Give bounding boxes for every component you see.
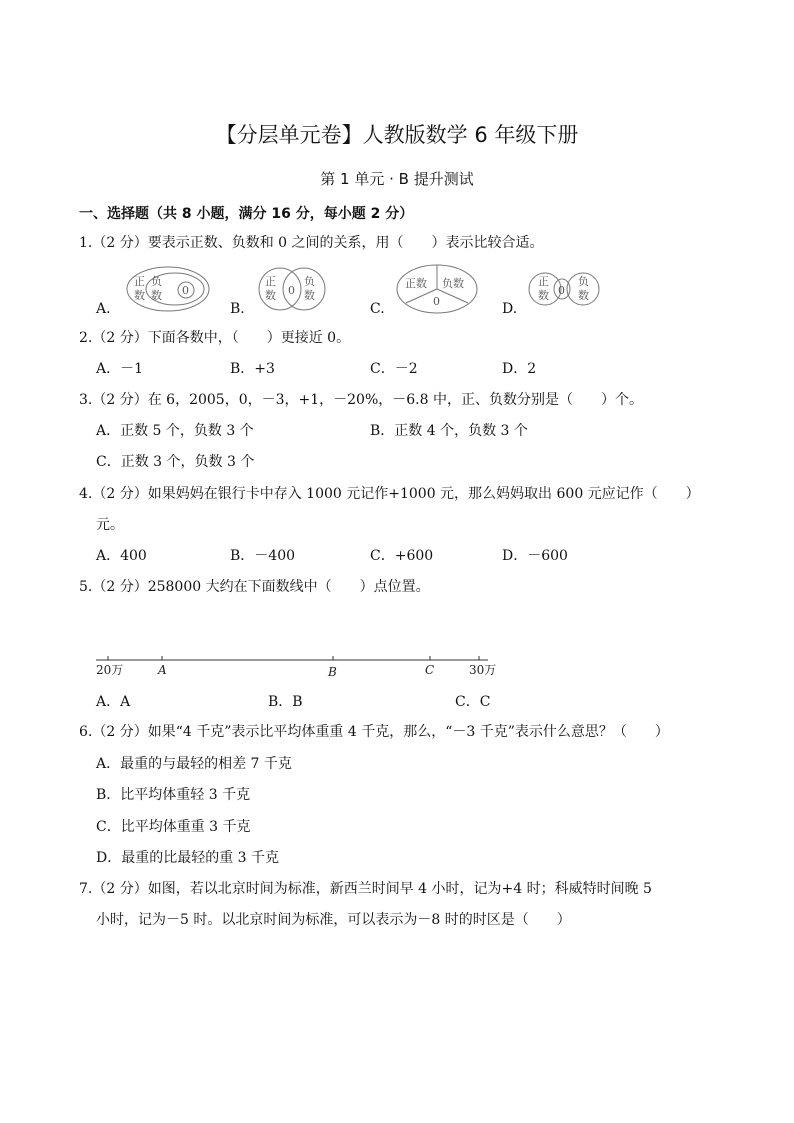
diagram-b-zero: 0	[288, 284, 295, 297]
q6-option-a: A．最重的与最轻的相差 7 千克	[96, 756, 292, 772]
diagram-d-zheng: 正	[538, 275, 549, 288]
question-2-stem: 2.（2 分）下面各数中，（ ）更接近 0。	[79, 330, 351, 346]
question-3-stem: 3.（2 分）在 6，2005，0，－3，+1，－20%，－6.8 中，正、负数分别是（ ）个。	[79, 392, 643, 408]
diagram-b-zheng: 正	[265, 275, 276, 288]
diagram-c-zhengshu: 正数	[405, 277, 427, 290]
diagram-b-fu: 负	[304, 275, 315, 288]
q6-option-b: B．比平均体重轻 3 千克	[96, 787, 251, 803]
diagram-b-shu: 数	[265, 289, 276, 302]
section-heading: 一、选择题（共 8 小题，满分 16 分，每小题 2 分）	[79, 206, 414, 222]
q5-option-c: C．C	[455, 694, 491, 710]
q5-option-a: A．A	[96, 694, 131, 710]
question-7-stem-line1: 7.（2 分）如图，若以北京时间为标准，新西兰时间早 4 小时，记为+4 时；科威特时间晚 5	[79, 881, 652, 897]
q2-option-d: D．2	[502, 361, 537, 377]
q5-option-b: B．B	[268, 694, 303, 710]
question-4-stem-line1: 4.（2 分）如果妈妈在银行卡中存入 1000 元记作+1000 元，那么妈妈取出 600 元应记作（ ）	[79, 486, 700, 502]
question-7-stem-line2: 小时，记为－5 时。以北京时间为标准，可以表示为－8 时的时区是（ ）	[96, 912, 571, 928]
diagram-c-zero: 0	[433, 295, 440, 308]
question-5-stem: 5.（2 分）258000 大约在下面数线中（ ）点位置。	[79, 579, 430, 595]
label-20wan: 20万	[96, 663, 124, 677]
diagram-a-zero: 0	[182, 284, 189, 297]
diagram-c-divider-right	[437, 289, 468, 303]
diagram-d-shu2: 数	[578, 289, 589, 302]
q4-option-d: D．－600	[502, 548, 568, 564]
question-1-stem: 1.（2 分）要表示正数、负数和 0 之间的关系，用（ ）表示比较合适。	[79, 235, 544, 251]
q1-option-a-label: A.	[96, 301, 111, 317]
diagram-d-shu: 数	[538, 289, 549, 302]
page-title: 【分层单元卷】人教版数学 6 年级下册	[215, 123, 579, 147]
question-4-stem-line2: 元。	[96, 517, 124, 533]
label-point-c: C	[425, 663, 435, 677]
q1-diagrams	[0, 0, 794, 330]
label-30wan: 30万	[469, 663, 497, 677]
q1-option-d-label: D.	[502, 301, 518, 317]
q5-number-line	[0, 640, 794, 690]
q4-option-c: C．+600	[370, 548, 434, 564]
diagram-d-fu: 负	[578, 275, 589, 288]
q3-option-a: A．正数 5 个，负数 3 个	[96, 423, 254, 439]
diagram-d-zero: 0	[558, 284, 565, 297]
page-subtitle: 第 1 单元 · B 提升测试	[320, 170, 474, 188]
diagram-a-fu: 负	[151, 275, 162, 288]
diagram-b-shu2: 数	[304, 289, 315, 302]
q1-option-c-label: C.	[370, 301, 385, 317]
q6-option-d: D．最重的比最轻的重 3 千克	[96, 850, 280, 866]
label-point-a: A	[158, 663, 167, 677]
q4-option-b: B．－400	[230, 548, 296, 564]
q1-option-b-label: B.	[230, 301, 245, 317]
q6-option-c: C．比平均体重重 3 千克	[96, 819, 251, 835]
q2-option-c: C．－2	[370, 361, 418, 377]
question-6-stem: 6.（2 分）如果“4 千克”表示比平均体重重 4 千克，那么，“－3 千克”表示什么意思？（ ）	[79, 724, 669, 740]
q3-option-b: B．正数 4 个，负数 3 个	[370, 423, 528, 439]
label-point-b: B	[328, 665, 337, 679]
q4-option-a: A．400	[96, 548, 147, 564]
diagram-a-shu2: 数	[151, 289, 162, 302]
diagram-a-shu: 数	[134, 289, 145, 302]
q2-option-b: B．+3	[230, 361, 275, 377]
q3-option-c: C．正数 3 个，负数 3 个	[96, 454, 255, 470]
q2-option-a: A．－1	[96, 361, 144, 377]
diagram-a-zheng: 正	[134, 275, 145, 288]
diagram-c-fushu: 负数	[442, 277, 464, 290]
